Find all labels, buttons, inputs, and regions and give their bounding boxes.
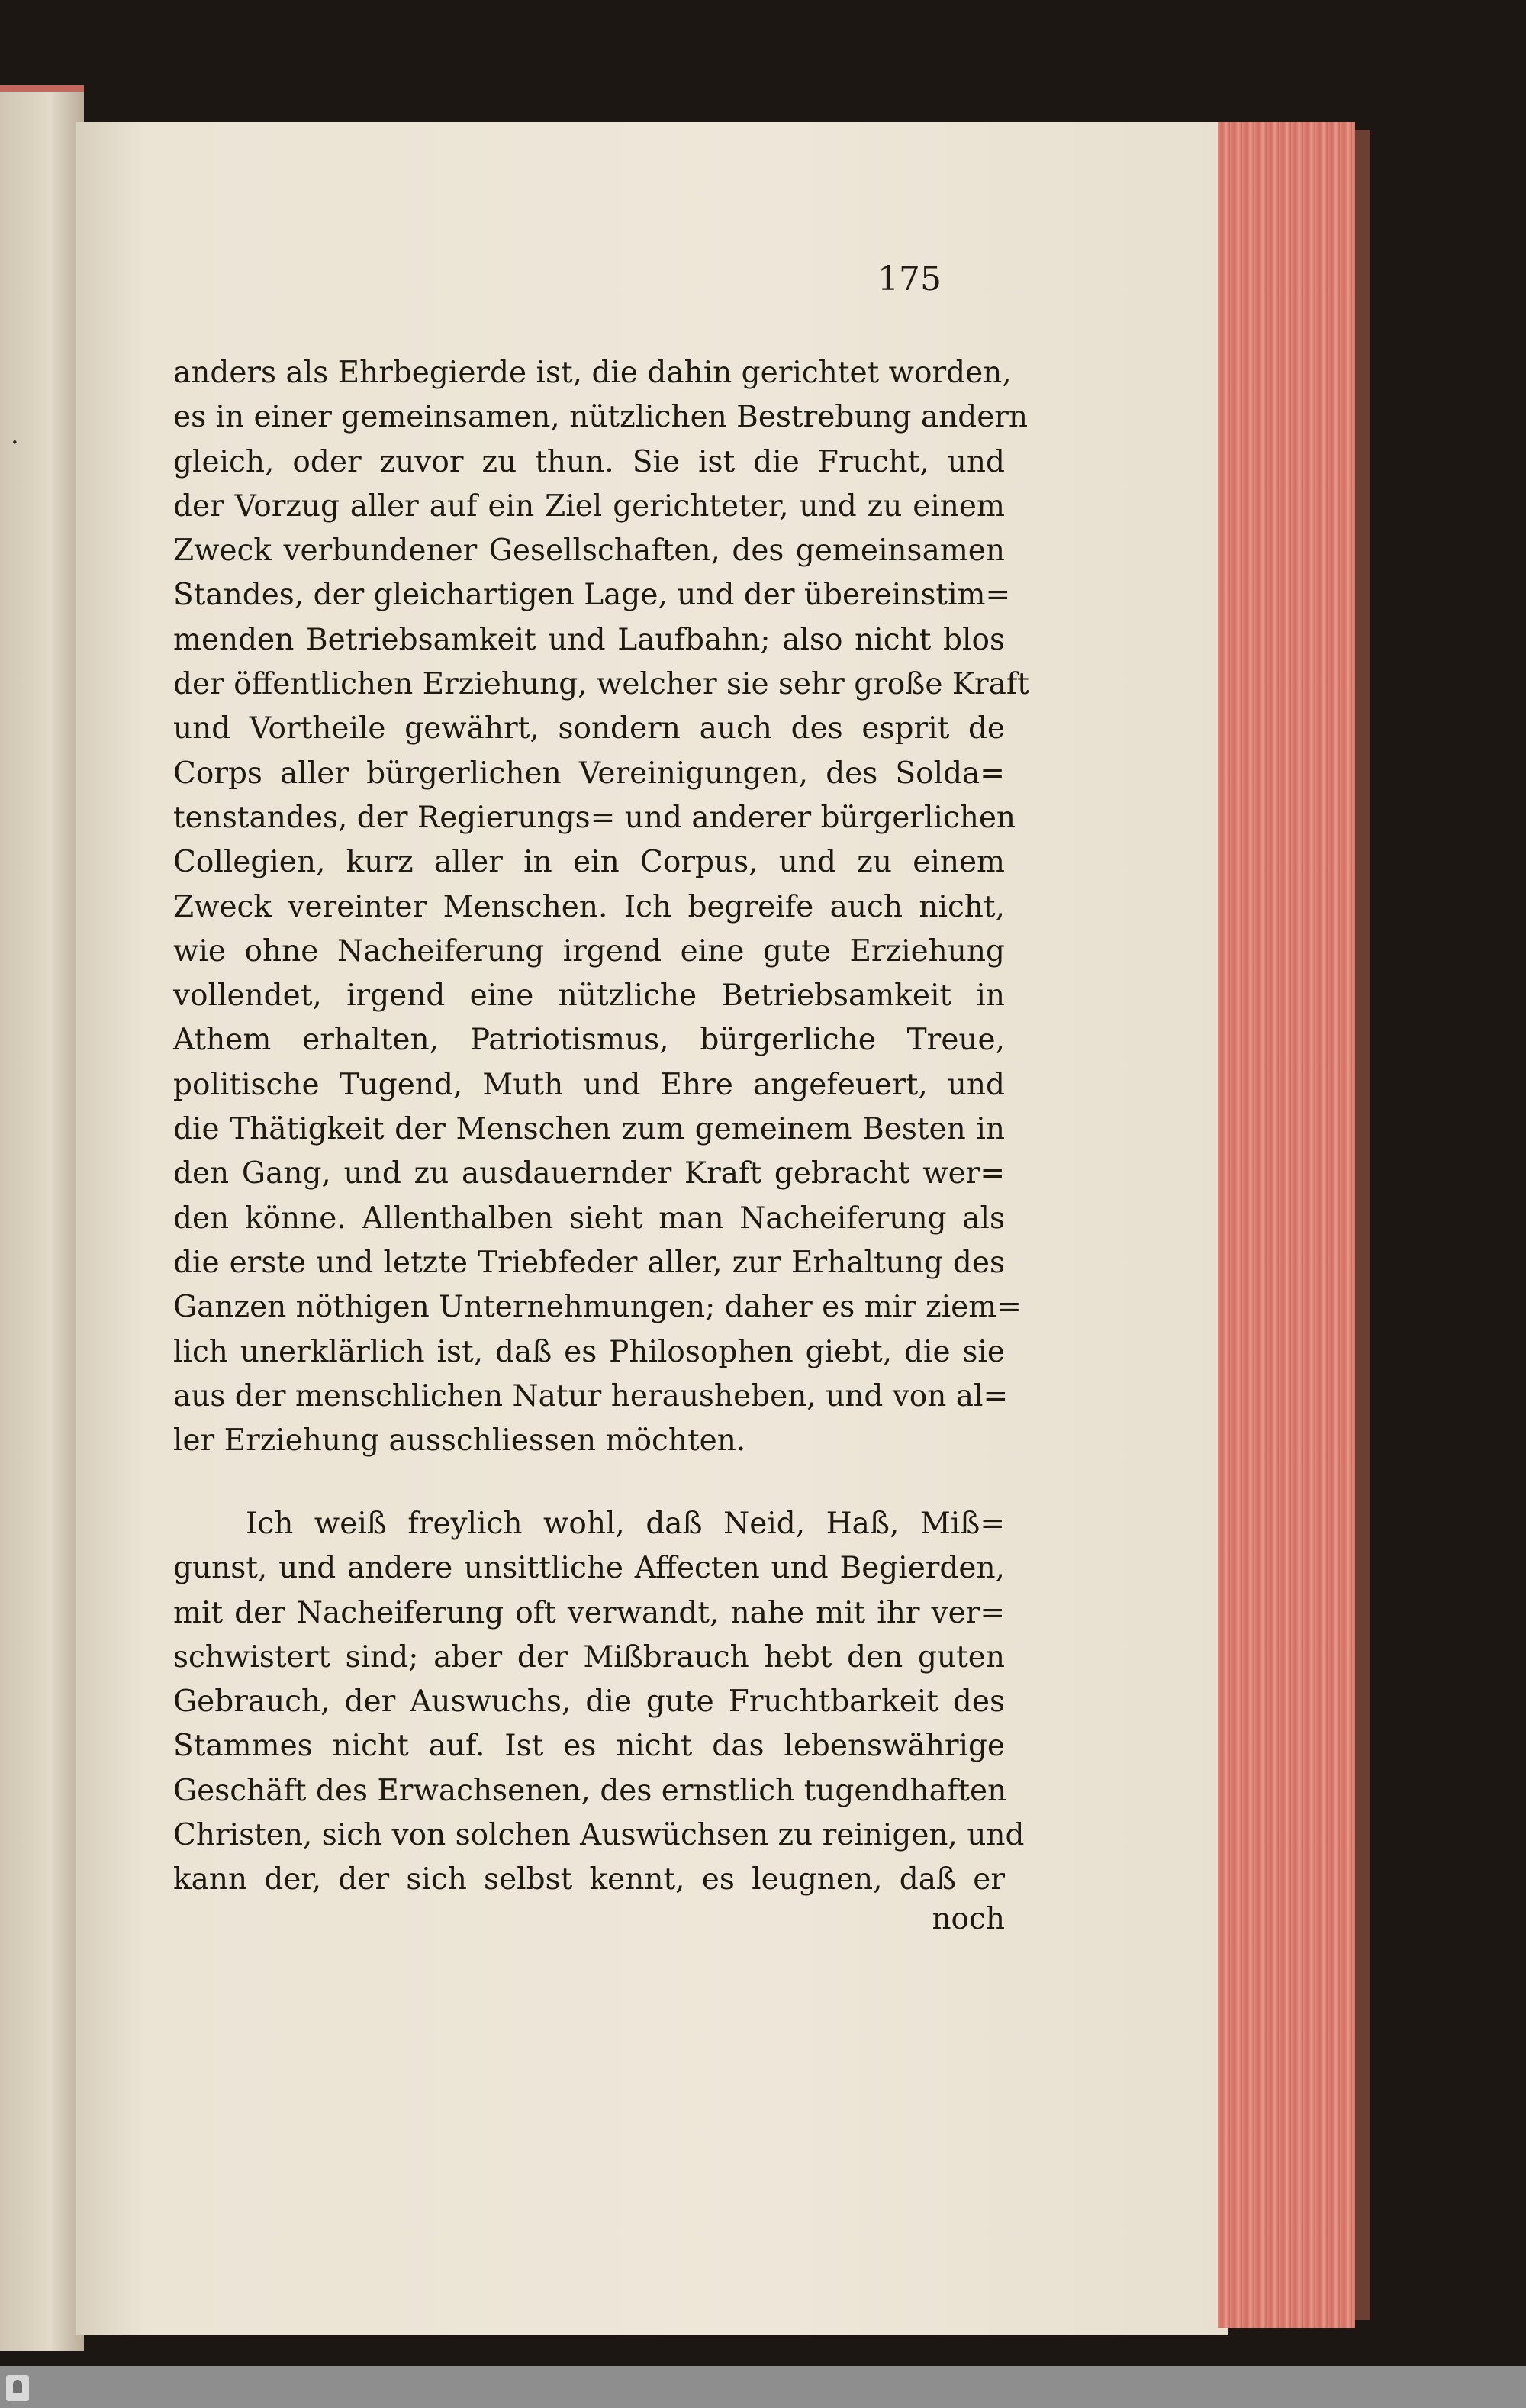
page-number: 175 [877,259,942,298]
left-page-marginalia: · [11,427,19,458]
text-line: Collegien, kurz aller in ein Corpus, und zu einem [173,845,1005,880]
text-line: aus der menschlichen Natur herausheben, und von al= [173,1378,1009,1414]
viewer-bottom-bar [0,2366,1526,2408]
text-line: Ganzen nöthigen Unternehmungen; daher es mir ziem= [173,1290,1022,1325]
text-line: mit der Nacheiferung oft verwandt, nahe mit ihr ver= [173,1595,1005,1630]
library-logo-icon [6,2375,29,2401]
text-line: der Vorzug aller auf ein Ziel gerichteter, und zu einem [173,488,1005,524]
text-line: der öffentlichen Erziehung, welcher sie sehr große Kraft [173,667,1029,702]
text-line: lich unerklärlich ist, daß es Philosophen giebt, die sie [173,1334,1005,1369]
text-line: es in einer gemeinsamen, nützlichen Bestrebung andern [173,400,1029,435]
text-line: den Gang, und zu ausdauernder Kraft gebracht wer= [173,1156,1005,1191]
paragraph-2 [173,1502,1025,1903]
text-line: und Vortheile gewährt, sondern auch des esprit de [173,711,1005,746]
text-line: kann der, der sich selbst kennt, es leugnen, daß er [173,1862,1005,1897]
text-line: Geschäft des Erwachsenen, des ernstlich tugendhaften [173,1773,1007,1808]
text-line: Zweck vereinter Menschen. Ich begreife auch nicht, [173,889,1005,924]
text-line: ler Erziehung ausschliessen möchten. [173,1423,746,1459]
text-line: Zweck verbundener Gesellschaften, des gemeinsamen [173,533,1005,569]
page-edge-shadow [1355,130,1370,2320]
text-line: politische Tugend, Muth und Ehre angefeuert, und [173,1067,1005,1102]
text-line: wie ohne Nacheiferung irgend eine gute Erziehung [173,933,1005,969]
text-line: tenstandes, der Regierungs= und anderer bürgerlichen [173,800,1016,835]
text-line: gleich, oder zuvor zu thun. Sie ist die Frucht, und [173,444,1005,479]
page-edges-red [1218,122,1355,2328]
text-line: die erste und letzte Triebfeder aller, zur Erhaltung des [173,1245,1005,1280]
paragraph-1 [173,351,1029,1463]
text-line: anders als Ehrbegierde ist, die dahin gerichtet worden, [173,356,1012,390]
text-line: Stammes nicht auf. Ist es nicht das lebenswährige [173,1729,1005,1764]
text-line: schwistert sind; aber der Mißbrauch hebt den guten [173,1639,1005,1675]
text-line: Standes, der gleichartigen Lage, und der übereinstim= [173,578,1011,613]
text-line: Gebrauch, der Auswuchs, die gute Fruchtbarkeit des [173,1684,1005,1720]
text-line: den könne. Allenthalben sieht man Nacheiferung als [173,1201,1005,1236]
text-line: Christen, sich von solchen Auswüchsen zu reinigen, und [173,1818,1025,1853]
catchword-block [173,1897,1005,1942]
text-line: Corps aller bürgerlichen Vereinigungen, des Solda= [173,756,1005,791]
text-line: die Thätigkeit der Menschen zum gemeinem Besten in [173,1112,1005,1147]
text-line: Ich weiß freylich wohl, daß Neid, Haß, Miß= [246,1507,1005,1541]
catchword: noch [932,1902,1005,1936]
text-line: gunst, und andere unsittliche Affecten und Begierden, [173,1551,1005,1586]
text-line: vollendet, irgend eine nützliche Betriebsamkeit in [173,978,1005,1014]
text-line: menden Betriebsamkeit und Laufbahn; also nicht blos [173,622,1005,657]
text-line: Athem erhalten, Patriotismus, bürgerliche Treue, [173,1023,1005,1058]
